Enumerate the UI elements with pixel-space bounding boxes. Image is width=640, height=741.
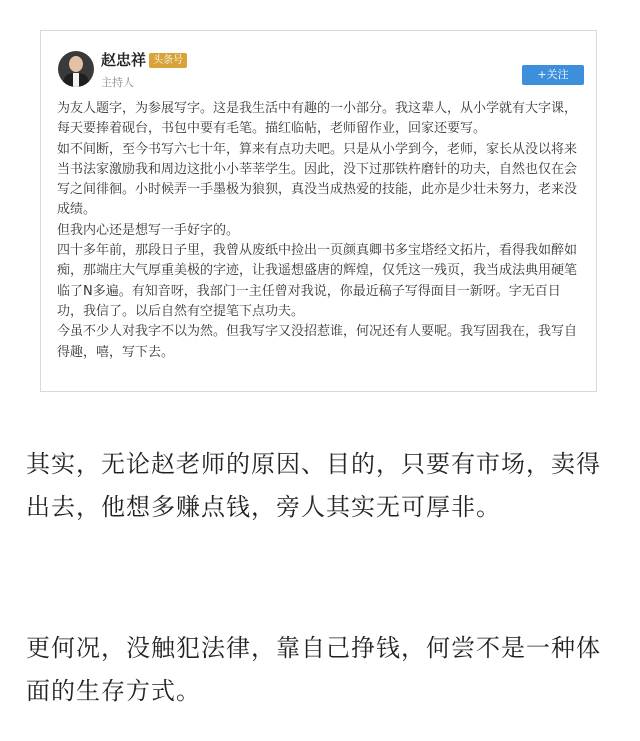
avatar[interactable] <box>58 51 94 87</box>
post-body <box>57 99 585 363</box>
article-paragraph-2: 更何况，没触犯法律，靠自己挣钱，何尝不是一种体面的生存方式。 <box>26 634 601 705</box>
avatar-face-shape <box>69 56 83 72</box>
post-paragraph: 如不间断，至今书写六七十年，算来有点功夫吧。只是从小学到今，老师，家长从没以将来当书法家激励我和周边这批小小莘莘学生。因此，没下过那铁杵磨针的功夫，自然也仅在会写之间徘徊。小时候弄一手墨极为狼狈，真没当成热爱的技能，此亦是少壮未努力，老来没成绩。 <box>57 141 578 218</box>
post-paragraph: 今虽不少人对我字不以为然。但我写字又没招惹谁，何况还有人要呢。我写固我在，我写自得趣，嘻，写下去。 <box>57 324 578 360</box>
author-name[interactable]: 赵忠祥 <box>101 51 147 69</box>
follow-button[interactable]: +关注 <box>522 65 584 85</box>
article-paragraph-1: 其实，无论赵老师的原因、目的，只要有市场，卖得出去，他想多赚点钱，旁人其实无可厚非。 <box>26 450 601 521</box>
post-paragraph: 四十多年前，那段日子里，我曾从废纸中捡出一页颜真卿书多宝塔经文拓片，看得我如醉如痴，那端庄大气厚重美极的字迹，让我遥想盛唐的辉煌，仅凭这一残页，我当成法典用硬笔临了N多遍。有知音呀，我部门一主任曾对我说，你最近稿子写得面目一新呀。字无百日功，我信了。以后自然有空提笔下点功夫。 <box>57 243 578 319</box>
toutiao-badge: 头条号 <box>149 53 187 68</box>
avatar-shirt-shape <box>73 73 79 87</box>
author-role: 主持人 <box>101 76 134 89</box>
post-paragraph: 但我内心还是想写一手好字的。 <box>57 222 240 238</box>
post-card <box>40 30 597 392</box>
post-paragraph: 为友人题字，为参展写字。这是我生活中有趣的一小部分。我这辈人，从小学就有大字课，每天要捧着砚台，书包中要有毛笔。描红临帖，老师留作业，回家还要写。 <box>57 101 578 137</box>
